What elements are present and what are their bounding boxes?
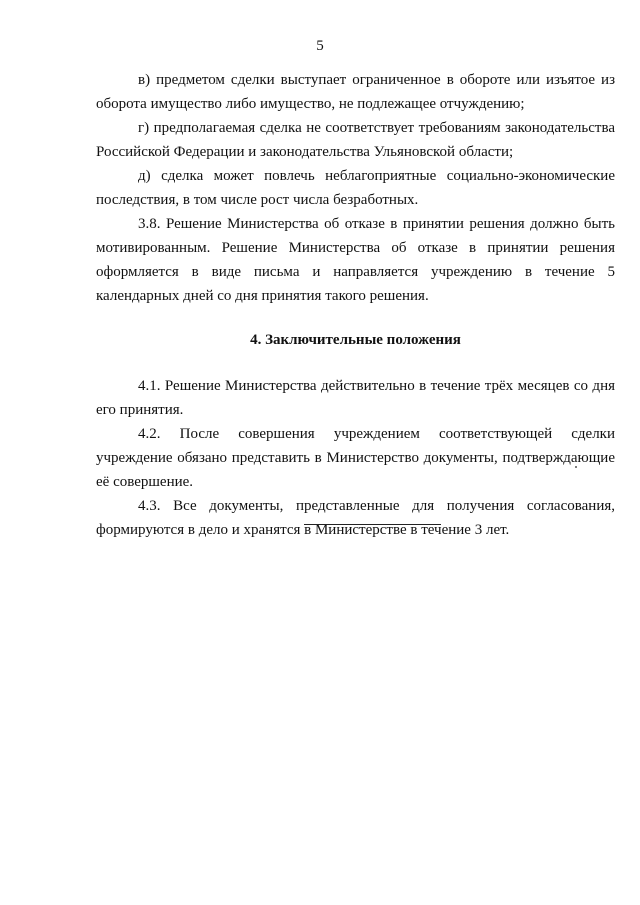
section-heading: 4. Заключительные положения: [250, 332, 461, 348]
document-body: [96, 68, 615, 542]
paragraph-item-v: в) предметом сделки выступает ограниченное в обороте или изъятое из оборота имущество либо имущество, не подлежащее отчуждению;: [96, 72, 615, 112]
paragraph-4-3: 4.3. Все документы, представленные для получения согласования, формируются в дело и хранятся в Министерстве в течение 3 лет.: [96, 498, 615, 538]
spacer: [96, 352, 615, 374]
paragraph-4-2: 4.2. После совершения учреждением соответствующей сделки учреждение обязано представить в Министерство документы, подтверждающие её совершение.: [96, 426, 615, 490]
paragraph-3-8: 3.8. Решение Министерства об отказе в принятии решения должно быть мотивированным. Решение Министерства об отказе в принятии решения оформляется в виде письма и направляется учреждению в течение 5 календарных дней со дня принятия такого решения.: [96, 216, 615, 304]
paragraph-4-1: 4.1. Решение Министерства действительно в течение трёх месяцев со дня его принятия.: [96, 378, 615, 418]
paragraph-item-g: г) предполагаемая сделка не соответствует требованиям законодательства Российской Федерации и законодательства Ульяновской области;: [96, 120, 615, 160]
scan-speck: [575, 466, 577, 468]
paragraph-item-d: д) сделка может повлечь неблагоприятные социально-экономические последствия, в том числе рост числа безработных.: [96, 168, 615, 208]
spacer: [96, 308, 615, 328]
signature-line: [304, 524, 441, 525]
page-number: 5: [316, 38, 324, 54]
